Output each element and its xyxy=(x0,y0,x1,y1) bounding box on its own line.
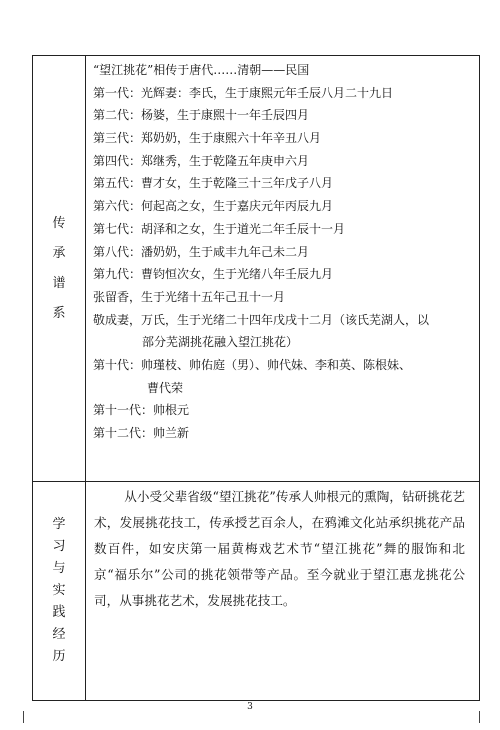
lineage-row xyxy=(33,56,480,482)
lineage-line: 第一代：光辉妻：李氏，生于康熙元年壬辰八月二十九日 xyxy=(93,85,394,100)
lineage-line: 部分芜湖挑花融入望江挑花） xyxy=(142,335,299,350)
lineage-line: 第十代：帅瑾枝、帅佑庭（男）、帅代妹、李和英、陈根妹、 xyxy=(93,357,412,372)
label-char: 系 xyxy=(52,305,66,321)
lineage-line: 第六代：何起高之女，生于嘉庆元年丙辰九月 xyxy=(93,199,334,214)
label-char: 践 xyxy=(52,605,66,620)
crop-mark xyxy=(479,711,480,723)
page-number: 3 xyxy=(247,702,253,712)
experience-paragraph: 从小受父辈省级“望江挑花”传承人帅根元的熏陶，钻研挑花艺术，发展挑花技工，传承授艺百余人，在鸦滩文化站承织挑花产品数百件，如安庆第一届黄梅戏艺术节“望江挑花”舞的服饰和北京“福乐尔”公司的挑花领带等产品。至今就业于望江惠龙挑花公司，从事挑花艺术，发展挑花技工。 xyxy=(94,489,465,608)
lineage-line: 第三代：郑奶奶，生于康熙六十年辛丑八月 xyxy=(93,131,322,146)
label-char: 与 xyxy=(52,561,66,576)
label-char: 传 xyxy=(52,215,66,231)
label-char: 历 xyxy=(52,649,66,664)
lineage-line: 第五代：曹才女，生于乾隆三十三年戊子八月 xyxy=(93,176,334,191)
lineage-line: 第七代：胡泽和之女，生于道光二年壬辰十一月 xyxy=(93,221,346,236)
lineage-line: 张留香，生于光绪十五年己丑十一月 xyxy=(93,289,286,304)
lineage-line: 第九代：曹钧恒次女，生于光绪八年壬辰九月 xyxy=(93,267,334,282)
lineage-line: 敬成妻，万氏，生于光绪二十四年戊戌十二月（该氏芜湖人，以 xyxy=(93,312,430,327)
label-char: 谱 xyxy=(52,275,66,291)
crop-mark xyxy=(23,711,24,723)
lineage-line: 第十一代：帅根元 xyxy=(93,403,190,418)
lineage-line: 第二代：杨婆，生于康熙十一年壬辰四月 xyxy=(93,108,310,123)
experience-row xyxy=(33,482,480,701)
label-char: 承 xyxy=(52,245,66,261)
experience-content-cell xyxy=(86,482,480,701)
lineage-content-cell xyxy=(86,56,480,482)
label-char: 习 xyxy=(52,539,66,554)
lineage-line: 第八代：潘奶奶，生于咸丰九年己未二月 xyxy=(93,244,310,259)
label-char: 经 xyxy=(52,627,66,642)
experience-label-cell xyxy=(33,482,86,701)
lineage-line: 第四代：郑继秀，生于乾隆五年庚申六月 xyxy=(93,153,310,168)
lineage-line: 第十二代：帅兰新 xyxy=(93,426,190,440)
label-char: 学 xyxy=(52,517,66,532)
lineage-line: 曹代荣 xyxy=(147,380,184,395)
label-char: 实 xyxy=(52,583,66,598)
lineage-label-cell xyxy=(33,56,86,482)
lineage-line: “望江挑花”相传于唐代……清朝——民国 xyxy=(93,63,310,77)
info-table xyxy=(32,55,480,701)
